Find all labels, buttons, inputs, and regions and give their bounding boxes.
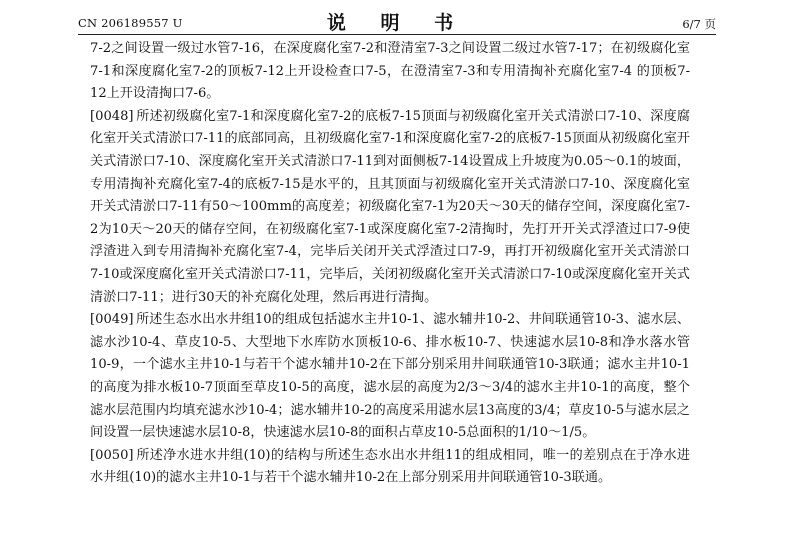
- paragraph-number: [0050]: [90, 447, 134, 463]
- patent-number: CN 206189557 U: [78, 16, 183, 30]
- paragraph-0049: [90, 309, 690, 445]
- document-title: 说 明 书: [326, 12, 468, 34]
- paragraph-continuation: [90, 38, 690, 106]
- paragraph-0048: [90, 106, 690, 309]
- paragraph-text: 所述生态水出水井组10的组成包括滤水主井10-1、滤水辅井10-2、井间联通管10-3、滤水层、滤水沙10-4、草皮10-5、大型地下水库防水顶板10-6、排水板10-7、快速滤水层10-8和净水落水管10-9，一个滤水主井10-1与若干个滤水辅井10-2在下部分别采用井间联通管10-3联通；滤水主井10-1的高度为排水板10-7顶面至草皮10-5的高度，滤水层的高度为2/3～3/4的滤水主井10-1的高度，整个滤水层范围内均填充滤水沙10-4；滤水辅井10-2的高度采用滤水层13高度的3/4；草皮10-5与滤水层之间设置一层快速滤水层10-8，快速滤水层10-8的面积占草皮10-5总面积的1/10～1/5。: [90, 312, 690, 441]
- paragraph-number: [0049]: [90, 312, 134, 328]
- page-header: [78, 8, 716, 34]
- paragraph-text: 所述净水进水井组(10)的结构与所述生态水出水井组11的组成相同，唯一的差别点在于净水进水井组(10)的滤水主井10-1与若干个滤水辅井10-2在上部分别采用井间联通管10-3联通。: [90, 447, 690, 486]
- paragraph-text: 所述初级腐化室7-1和深度腐化室7-2的底板7-15顶面与初级腐化室开关式清淤口7-10、深度腐化室开关式清淤口7-11的底部同高，且初级腐化室7-1和深度腐化室7-2的底板7-15顶面从初级腐化室开关式清淤口7-10、深度腐化室开关式清淤口7-11到对面侧板7-14设置成上升坡度为0.05～0.1的坡面，专用清掏补充腐化室7-4的底板7-15是水平的，且其顶面与初级腐化室开关式清淤口7-10、深度腐化室开关式清淤口7-11有50～100mm的高度差；初级腐化室7-1为20天～30天的储存空间，深度腐化室7-2为10天～20天的储存空间，在初级腐化室7-1或深度腐化室7-2清掏时，先打开开关式浮渣过口7-9使浮渣进入到专用清掏补充腐化室7-4，完毕后关闭开关式浮渣过口7-9，再打开初级腐化室开关式清淤口7-10或深度腐化室开关式清淤口7-11，完毕后，关闭初级腐化室开关式清淤口7-10或深度腐化室开关式清淤口7-11；进行30天的补充腐化处理，然后再进行清掏。: [90, 108, 690, 305]
- page-indicator: 6/7 页: [682, 17, 716, 31]
- paragraph-text: 7-2之间设置一级过水管7-16，在深度腐化室7-2和澄清室7-3之间设置二级过水管7-17；在初级腐化室7-1和深度腐化室7-2的顶板7-12上开设检查口7-5，在澄清室7-3和专用清掏补充腐化室7-4 的顶板7-12上开设清掏口7-6。: [90, 41, 690, 102]
- paragraph-number: [0048]: [90, 108, 134, 124]
- header-rule: [78, 34, 716, 35]
- paragraph-0050: [90, 445, 690, 490]
- document-body: [90, 38, 690, 490]
